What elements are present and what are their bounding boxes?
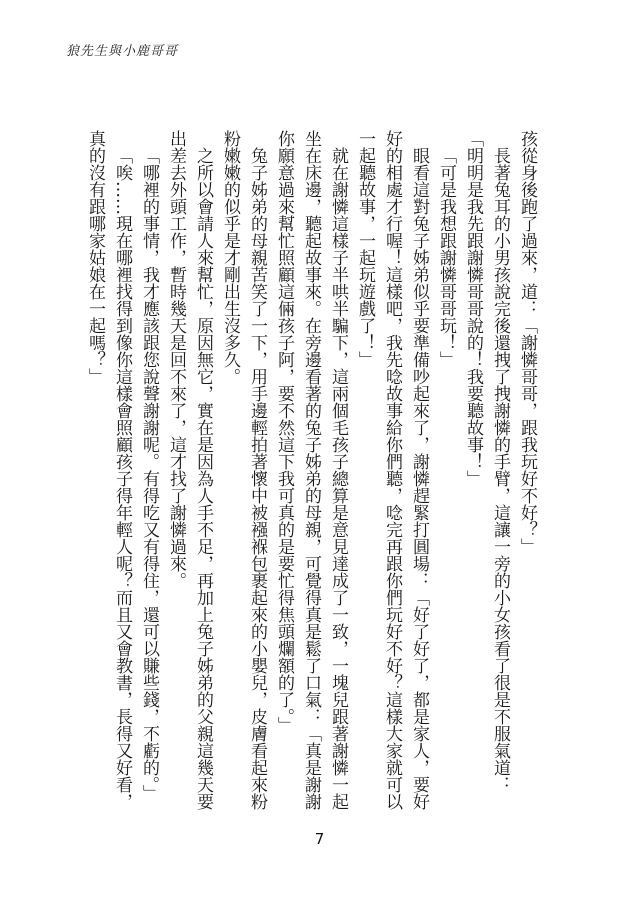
paragraph: 長著兔耳的小男孩說完後還拽了拽謝憐的手臂，這讓一旁的小女孩看了很是不服氣道：「明明是我先跟謝憐哥哥說的！我要聽故事！」: [463, 130, 510, 793]
vertical-text-body: [85, 130, 540, 810]
paragraph: 「可是我想跟謝憐哥哥玩！」: [436, 147, 456, 368]
paragraph: 眼看這對兔子姊弟似乎要準備吵起來了，謝憐趕緊打圓場：「好了好了，都是家人，要好好的相處才行喔！這樣吧，我先唸故事給你們聽，唸完再跟你們玩好不好？這樣大家就可以一起聽故事，一起玩遊戲了！」: [355, 130, 429, 810]
page-number: 7: [314, 830, 325, 848]
paragraph: 之所以會請人來幫忙，原因無它，實在是因為人手不足，再加上兔子姊弟的父親這幾天要出差去外頭工作，暫時幾天是回不來了，這才找了謝憐過來。: [166, 130, 213, 810]
running-header: 狼先生與小鹿哥哥: [66, 44, 179, 59]
paragraph: 孩從身後跑了過來，道：「謝憐哥哥，跟我玩好不好？」: [517, 130, 537, 555]
paragraph: 就在謝憐這樣子半哄半騙下，這兩個毛孩子總算是意見達成了一致，一塊兒跟著謝憐一起坐在床邊，聽起故事來。在旁邊看著的兔子姊弟的母親，可覺得真是鬆了口氣：「真是謝謝你願意過來幫忙照顧這倆孩子阿，要不然這下我可真的是要忙得焦頭爛額的了。」: [274, 130, 348, 810]
paragraph: 「哪裡的事情，我才應該跟您說聲謝謝呢。有得吃又有得住，還可以賺些錢，不虧的。」: [139, 147, 159, 802]
paragraph: 「唉……現在哪裡找得到像你這樣會照顧孩子得年輕人呢？而且又會教書，長得又好看，真的沒有跟哪家姑娘在一起嗎？」: [85, 130, 132, 810]
paragraph: 兔子姊弟的母親苦笑了一下，用手邊輕拍著懷中被襁褓包裹起來的小嬰兒，皮膚看起來粉粉嫩嫩的似乎是才剛出生沒多久。: [220, 130, 267, 810]
